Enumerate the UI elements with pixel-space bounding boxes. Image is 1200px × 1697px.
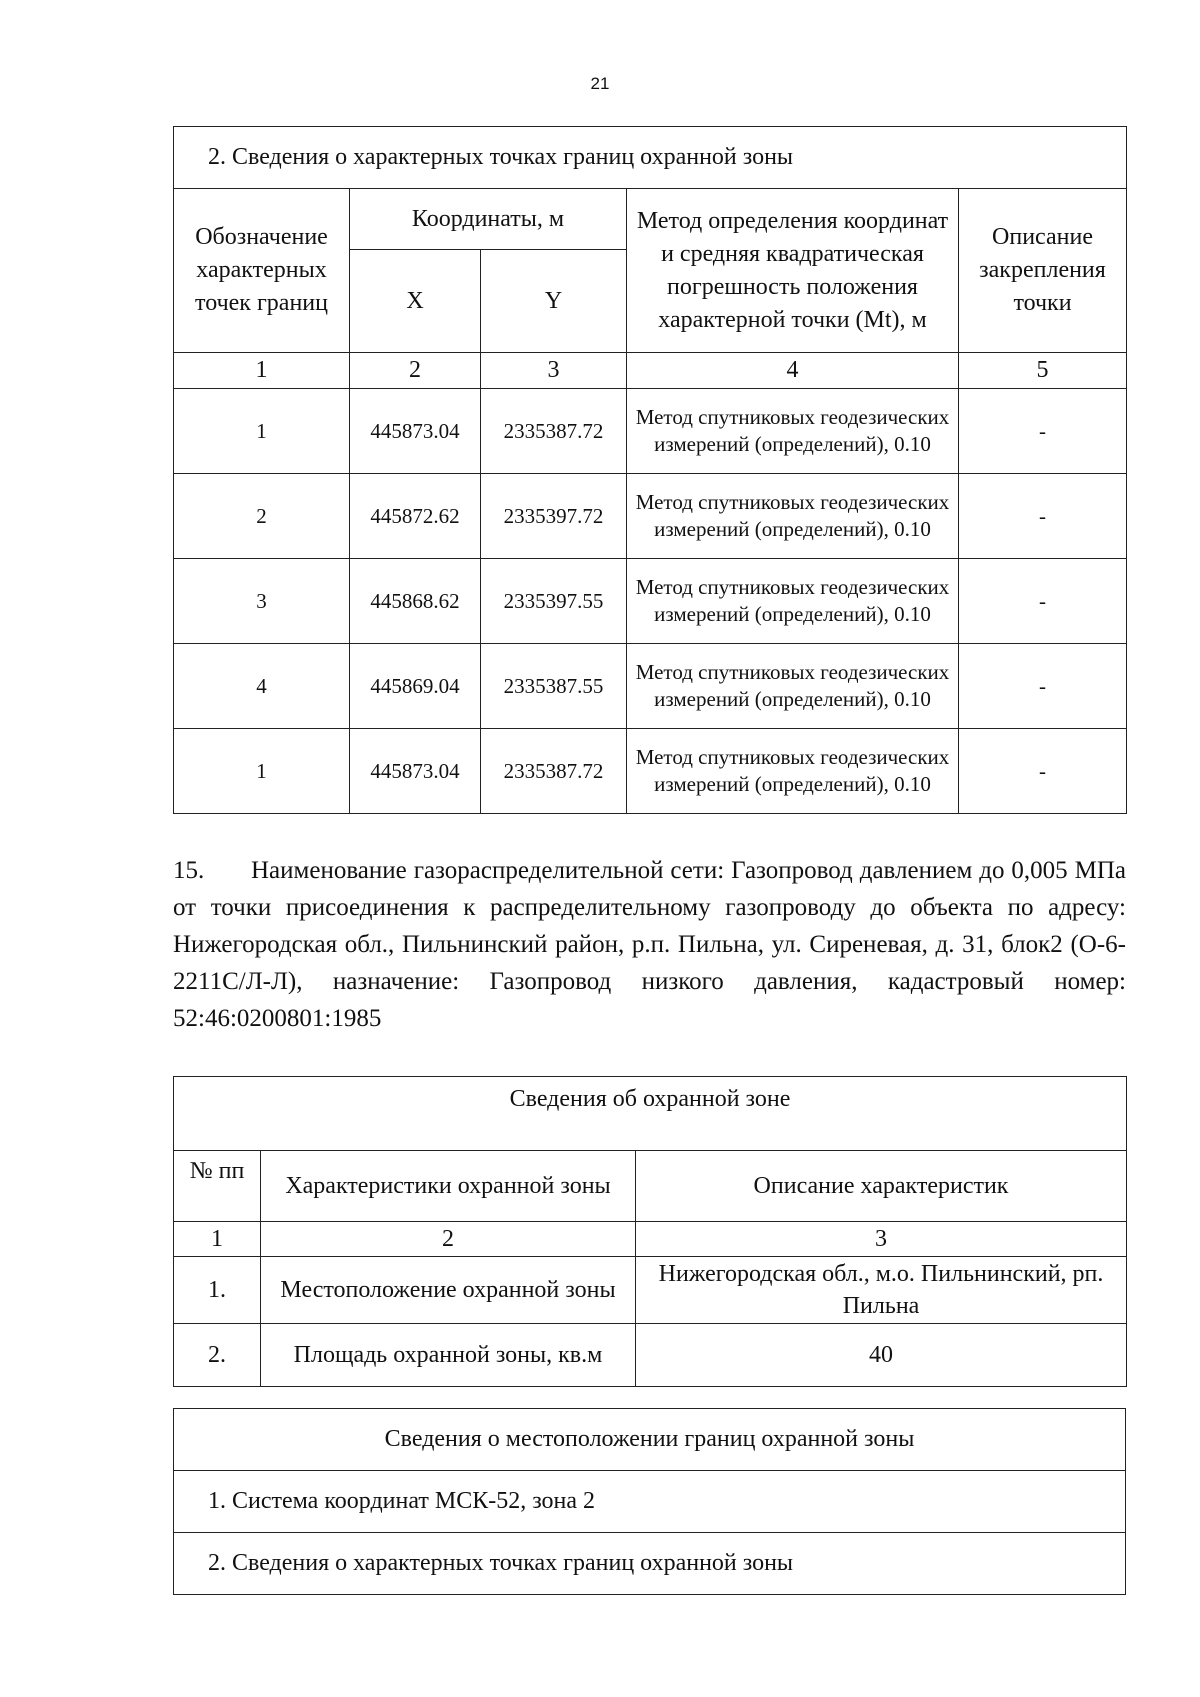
point-y: 2335397.72	[481, 474, 627, 559]
row-characteristic: Площадь охранной зоны, кв.м	[261, 1324, 636, 1387]
point-description: -	[959, 559, 1127, 644]
zone-location-table	[173, 1408, 1126, 1595]
point-y: 2335387.72	[481, 389, 627, 474]
section-paragraph	[173, 852, 1126, 1037]
point-id: 1	[174, 729, 350, 814]
table-row	[174, 1533, 1126, 1595]
table-title: 2. Сведения о характерных точках границ охранной зоны	[174, 127, 1127, 189]
point-method: Метод спутниковых геодезических измерений (определений), 0.10	[627, 559, 959, 644]
boundary-points-table	[173, 126, 1127, 814]
table-row	[174, 1257, 1127, 1324]
header-designation: Обозначение характерных точек границ	[174, 189, 350, 353]
point-x: 445868.62	[350, 559, 481, 644]
point-x: 445873.04	[350, 389, 481, 474]
column-number: 3	[636, 1222, 1127, 1257]
table-row	[174, 474, 1127, 559]
point-x: 445873.04	[350, 729, 481, 814]
column-number: 1	[174, 353, 350, 389]
table-row	[174, 1324, 1127, 1387]
point-method: Метод спутниковых геодезических измерений (определений), 0.10	[627, 644, 959, 729]
column-number: 2	[261, 1222, 636, 1257]
point-description: -	[959, 644, 1127, 729]
page-number: 21	[590, 74, 610, 93]
point-id: 4	[174, 644, 350, 729]
table-row	[174, 559, 1127, 644]
row-description: Нижегородская обл., м.о. Пильнинский, рп. Пильна	[636, 1257, 1127, 1324]
header-coordinates: Координаты, м	[350, 189, 627, 250]
row-description: 40	[636, 1324, 1127, 1387]
point-description: -	[959, 474, 1127, 559]
table-row	[174, 1471, 1126, 1533]
point-id: 2	[174, 474, 350, 559]
section-text: Наименование газораспределительной сети: Газопровод давлением до 0,005 МПа от точки присоединения к распределительному газопроводу до объекта по адресу: Нижегородская обл., Пильнинский район, р.п. Пильна, ул. Сиреневая, д. 31, блок2 (О-6-2211С/Л-Л), назначение: Газопровод низкого давления, кадастровый номер: 52:46:0200801:1985	[173, 857, 1126, 1032]
column-number: 3	[481, 353, 627, 389]
table-row	[174, 389, 1127, 474]
point-id: 1	[174, 389, 350, 474]
point-x: 445869.04	[350, 644, 481, 729]
point-description: -	[959, 729, 1127, 814]
point-y: 2335387.55	[481, 644, 627, 729]
row-num: 2.	[174, 1324, 261, 1387]
column-number: 1	[174, 1222, 261, 1257]
row-num: 1.	[174, 1257, 261, 1324]
point-id: 3	[174, 559, 350, 644]
header-num: № пп	[174, 1151, 261, 1222]
table-row	[174, 644, 1127, 729]
point-y: 2335397.55	[481, 559, 627, 644]
table-row	[174, 729, 1127, 814]
header-x: X	[350, 250, 481, 353]
section-number: 15.	[173, 857, 205, 884]
point-description: -	[959, 389, 1127, 474]
header-method: Метод определения координат и средняя квадратическая погрешность положения характерной точки (Mt), м	[627, 189, 959, 353]
protected-zone-table	[173, 1076, 1127, 1387]
column-number: 5	[959, 353, 1127, 389]
point-method: Метод спутниковых геодезических измерений (определений), 0.10	[627, 474, 959, 559]
boundary-points-caption: 2. Сведения о характерных точках границ охранной зоны	[174, 1533, 1126, 1595]
header-description: Описание закрепления точки	[959, 189, 1127, 353]
point-method: Метод спутниковых геодезических измерений (определений), 0.10	[627, 389, 959, 474]
point-x: 445872.62	[350, 474, 481, 559]
point-y: 2335387.72	[481, 729, 627, 814]
header-characteristics: Характеристики охранной зоны	[261, 1151, 636, 1222]
column-number: 2	[350, 353, 481, 389]
header-y: Y	[481, 250, 627, 353]
table-title: Сведения о местоположении границ охранной зоны	[174, 1409, 1126, 1471]
coordinate-system: 1. Система координат МСК-52, зона 2	[174, 1471, 1126, 1533]
column-number: 4	[627, 353, 959, 389]
table-title: Сведения об охранной зоне	[174, 1077, 1127, 1151]
point-method: Метод спутниковых геодезических измерений (определений), 0.10	[627, 729, 959, 814]
row-characteristic: Местоположение охранной зоны	[261, 1257, 636, 1324]
header-description: Описание характеристик	[636, 1151, 1127, 1222]
